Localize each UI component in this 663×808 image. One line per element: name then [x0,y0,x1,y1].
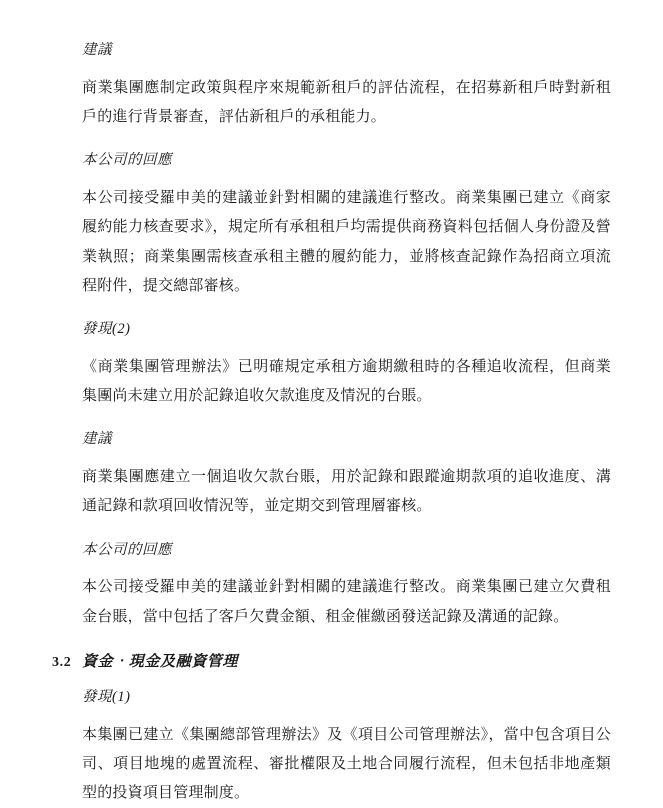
recommendation-heading-1: 建議 [52,40,611,62]
finding-heading-3: 發現(1) [52,687,611,709]
company-response-heading-2: 本公司的回應 [52,540,611,562]
recommendation-para-1: 商業集團應制定政策與程序來規範新租戶的評估流程，在招募新租戶時對新租戶的進行背景審查，評估新租戶的承租能力。 [52,74,611,133]
finding-para-3: 本集團已建立《集團總部管理辦法》及《項目公司管理辦法》，當中包含項目公司、項目地塊的處置流程、審批權限及土地合同履行流程，但未包括非地產類型的投資項目管理制度。 [52,721,611,808]
company-response-para-2: 本公司接受羅申美的建議並針對相關的建議進行整改。商業集團已建立欠費租金台賬，當中包括了客戶欠費金額、租金催繳函發送記錄及溝通的記錄。 [52,573,611,632]
company-response-para-1: 本公司接受羅申美的建議並針對相關的建議進行整改。商業集團已建立《商家履約能力核查要求》，規定所有承租租戶均需提供商務資料包括個人身份證及營業執照；商業集團需核查承租主體的履約能力，並將核查記錄作為招商立項流程附件，提交總部審核。 [52,184,611,301]
section-title: 資金‧現金及融資管理 [82,650,238,671]
recommendation-heading-2: 建議 [52,429,611,451]
section-number: 3.2 [52,655,82,671]
recommendation-para-2: 商業集團應建立一個追收欠款台賬，用於記錄和跟蹤逾期款項的追收進度、溝通記錄和款項回收情況等，並定期交到管理層審核。 [52,463,611,522]
finding-para-2: 《商業集團管理辦法》已明確規定承租方逾期繳租時的各種追收流程，但商業集團尚未建立用於記錄追收欠款進度及情況的台賬。 [52,353,611,412]
section-heading-3-2 [52,650,611,671]
document-body [52,40,611,808]
finding-heading-2: 發現(2) [52,319,611,341]
company-response-heading-1: 本公司的回應 [52,150,611,172]
